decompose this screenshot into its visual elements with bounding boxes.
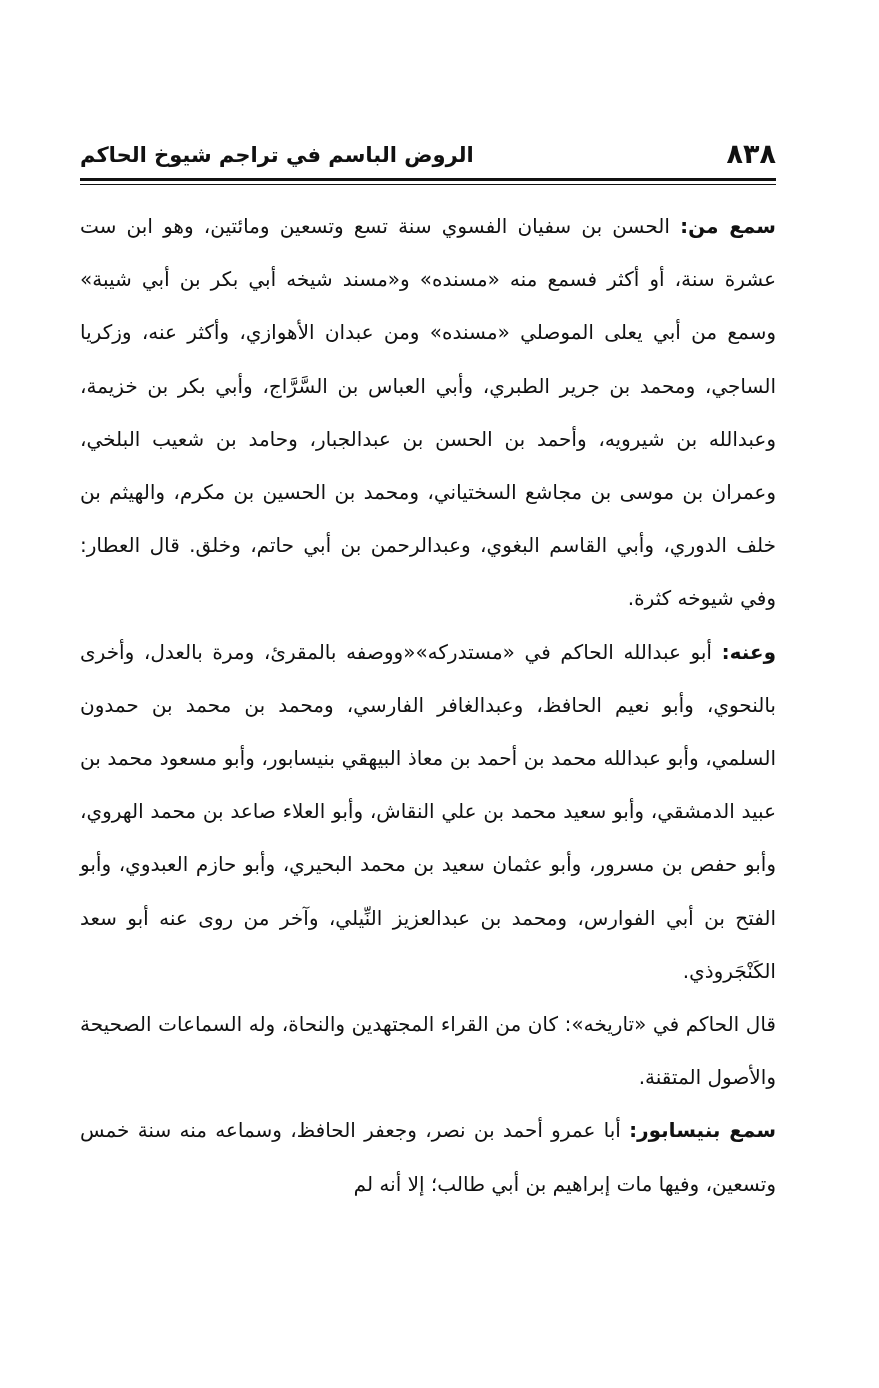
paragraph-text: قال الحاكم في «تاريخه»: كان من القراء المجتهدين والنحاة، وله السماعات الصحيحة والأصول المتقنة. — [80, 1012, 776, 1090]
paragraph-lead: سمع بنيسابور: — [629, 1118, 776, 1143]
body-text — [80, 200, 776, 1211]
paragraph-lead: وعنه: — [721, 639, 776, 664]
paragraph-hakim-said — [80, 998, 776, 1104]
paragraph-heard-from — [80, 200, 776, 626]
paragraph-lead: سمع من: — [680, 214, 776, 238]
paragraph-narrated-by — [80, 626, 776, 998]
page-number: ٨٣٨ — [726, 139, 776, 170]
header-rule-thick — [80, 178, 776, 181]
header-rule-thin — [80, 184, 776, 185]
paragraph-heard-in-nishapur — [80, 1104, 776, 1210]
header-title: الروض الباسم في تراجم شيوخ الحاكم — [80, 143, 474, 167]
paragraph-text: الحسن بن سفيان الفسوي سنة تسع وتسعين ومائتين، وهو ابن ست عشرة سنة، أو أكثر فسمع منه «مسنده» و«مسند شيخه أبي بكر بن أبي شيبة» وسمع من أبي يعلى الموصلي «مسنده» ومن عبدان الأهوازي، وأكثر عنه، وزكريا الساجي، ومحمد بن جرير الطبري، وأبي العباس بن السَّرَّاج، وأبي بكر بن خزيمة، وعبدالله بن شيرويه، وأحمد بن الحسن بن عبدالجبار، وحامد بن شعيب البلخي، وعمران بن موسى بن مجاشع السختياني، ومحمد بن الحسين بن مكرم، والهيثم بن خلف الدوري، وأبي القاسم البغوي، وعبدالرحمن بن أبي حاتم، وخلق. قال العطار: وفي شيوخه كثرة. — [80, 214, 776, 611]
paragraph-text: أبو عبدالله الحاكم في «مستدركه»«ووصفه بالمقرئ، ومرة بالعدل، وأخرى بالنحوي، وأبو نعيم الحافظ، وعبدالغافر الفارسي، ومحمد بن محمد بن حمدون السلمي، وأبو عبدالله محمد بن أحمد بن معاذ البيهقي بنيسابور، وأبو مسعود محمد بن عبيد الدمشقي، وأبو سعيد محمد بن علي النقاش، وأبو العلاء صاعد بن محمد الهروي، وأبو حفص بن مسرور، وأبو عثمان سعيد بن محمد البحيري، وأبو حازم العبدوي، وأبو الفتح بن أبي الفوارس، ومحمد بن عبدالعزيز النِّيلي، وآخر من روى عنه أبو سعد الكَنْجَروذي. — [80, 639, 776, 983]
running-header — [80, 138, 776, 178]
paragraph-text: أبا عمرو أحمد بن نصر، وجعفر الحافظ، وسماعه منه سنة خمس وتسعين، وفيها مات إبراهيم بن أبي طالب؛ إلا أنه لم — [80, 1118, 776, 1196]
